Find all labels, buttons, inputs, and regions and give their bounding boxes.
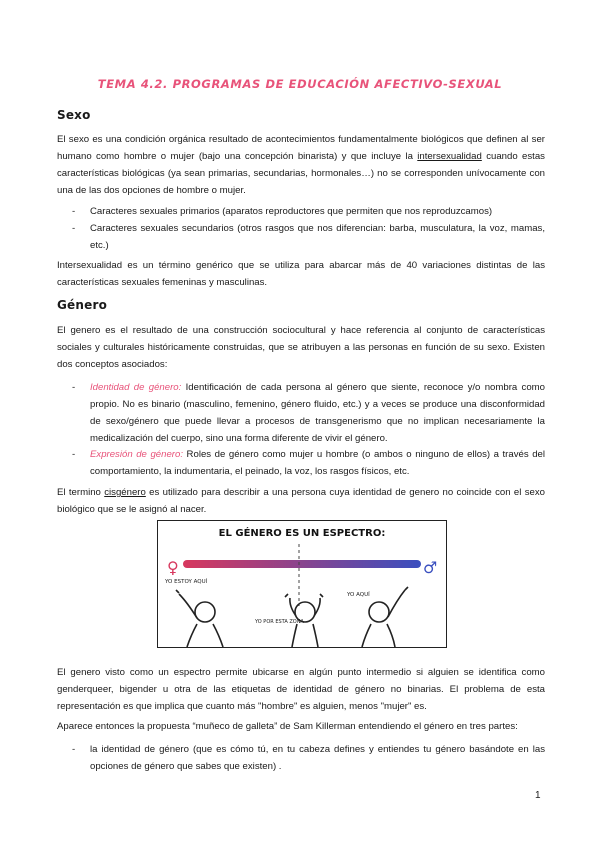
document-title: TEMA 4.2. PROGRAMAS DE EDUCACIÓN AFECTIVO-SEXUAL <box>97 77 503 91</box>
bullet-dash: - <box>72 223 76 234</box>
middle-figure-label: YO POR ESTA ZONA <box>255 619 304 625</box>
bullet-identidad-genero <box>90 379 545 447</box>
term-identidad-genero: Identidad de género: <box>90 382 182 393</box>
paragraph-text: es utilizado para describir a una persona cuya identidad de genero no coincide con el sexo biológico que se le asignó al nacer. <box>57 487 545 515</box>
bullet-dash: - <box>72 382 76 393</box>
paragraph-text: cuando estas características biológicas (ya sean primarias, secundarias, hormonales…) no se corresponden unívocamente con una de las dos opciones de hombre o mujer. <box>57 151 545 196</box>
paragraph-killerman: Aparece entonces la propuesta “muñeco de galleta” de Sam Killerman entendiendo el género en tres partes: <box>57 721 518 732</box>
bullet-expresion-genero <box>90 446 545 480</box>
bullet-dash: - <box>72 744 76 755</box>
paragraph-text: El sexo es una condición orgánica resultado de acontecimientos fundamentalmente biológicos que definen al ser humano como hombre o mujer (bajo una concepción binarista) y que incluye la <box>57 134 545 162</box>
bullet-text: Identificación de cada persona al género que siente, reconoce y/o nombra como propio. No es binario (masculino, femenino, género fluido, etc.) y a veces se produce una disconformidad de sexo/género que puede llevar a procesos de transgenerismo que no implican necesariamente la medicalización del cuerpo, sino una forma diferente de vivir el género. <box>90 382 545 444</box>
intersexualidad-link[interactable]: intersexualidad <box>417 151 482 162</box>
paragraph-text: El termino <box>57 487 105 498</box>
right-figure-label: YO AQUÍ <box>347 592 370 598</box>
bullet-dash: - <box>72 449 76 460</box>
paragraph-genero-definition: El genero es el resultado de una construcción sociocultural y hace referencia al conjunto de características sociales y culturales históricamente construidas, que se atribuyen a las personas en función de su sexo. Existen dos conceptos asociados: <box>57 325 545 370</box>
page-number: 1 <box>535 790 541 801</box>
male-symbol-icon: ♂ <box>423 558 438 577</box>
bullet-dash: - <box>72 206 76 217</box>
bullet-secondary-characters: Caracteres sexuales secundarios (otros rasgos que nos diferencian: barba, musculatura, la voz, mamas, etc.) <box>90 223 545 251</box>
paragraph-cisgenero <box>57 484 545 518</box>
heading-sexo: Sexo <box>57 108 91 122</box>
paragraph-intersexualidad: Intersexualidad es un término genérico que se utiliza para abarcar más de 40 variaciones distintas de las características sexuales femeninas y masculinas. <box>57 260 545 288</box>
figure-caption: EL GÉNERO ES UN ESPECTRO: <box>218 528 386 539</box>
paragraph-spectrum: El genero visto como un espectro permite ubicarse en algún punto intermedio si alguien se identifica como genderqueer, bigender u otra de las etiquetas de identidad de género no binarias. El problema de esta representación es que implica que cuanto más "hombre" es alguien, menos "mujer" es. <box>57 667 545 712</box>
cisgenero-link[interactable]: cisgénero <box>104 487 146 498</box>
female-symbol-icon: ♀ <box>167 558 179 577</box>
term-expresion-genero: Expresión de género: <box>90 449 183 460</box>
bullet-identidad-genero-killerman: la identidad de género (que es cómo tú, en tu cabeza defines y entiendes tu género basándote en las opciones de género que sabes que existen) . <box>90 744 545 772</box>
heading-genero: Género <box>57 298 108 312</box>
left-figure-label: YO ESTOY AQUÍ <box>165 579 208 585</box>
paragraph-sexo-definition <box>57 131 545 199</box>
spectrum-bar <box>183 560 421 568</box>
bullet-text: Roles de género como mujer u hombre (o ambos o ninguno de ellos) a través del comportamiento, la indumentaria, el peinado, la voz, los rasgos físicos, etc. <box>90 449 546 477</box>
bullet-primary-characters: Caracteres sexuales primarios (aparatos reproductores que permiten que nos reproduzcamos) <box>90 206 493 217</box>
gender-spectrum-illustration <box>157 520 447 648</box>
